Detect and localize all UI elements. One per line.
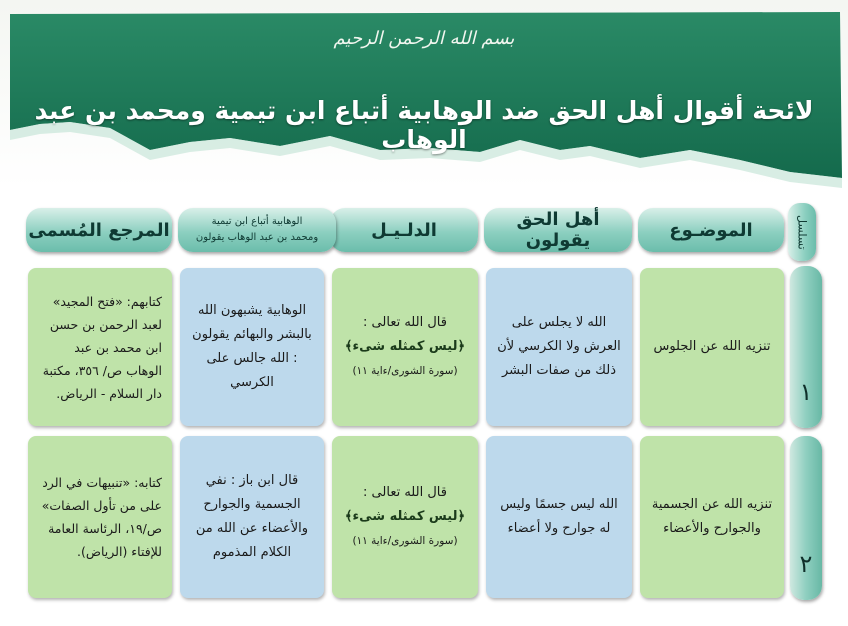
row1-evidence-intro: قال الله تعالى : [363, 315, 447, 330]
header-ahl-alhaq: أهل الحق يقولون [484, 208, 632, 252]
row-number: ١ [799, 378, 813, 406]
header-evidence: الدلـيـل [330, 208, 478, 252]
row2-ahl-alhaq: الله ليس جسمًا وليس له جوارح ولا أعضاء [500, 497, 618, 536]
page-title: لائحة أقوال أهل الحق ضد الوهابية أتباع ابن تيمية ومحمد بن عبد الوهاب [34, 96, 814, 154]
row2-ahl-alhaq-cell [486, 436, 632, 598]
row2-evidence-verse: ﴿ليس كمثله شىء﴾ [344, 509, 466, 524]
header-wahhabis-line1: الوهابية أتباع ابن تيمية [211, 216, 303, 227]
header-wahhabis-line2: ومحمد بن عبد الوهاب يقولون [195, 232, 319, 243]
header-sequence: تسلسل [788, 203, 816, 261]
header-reference: المرجع المُسمى [26, 208, 172, 252]
row1-topic: تنزيه الله عن الجلوس [653, 339, 771, 354]
header-wahhabis [178, 208, 336, 252]
row2-evidence-cell [332, 436, 478, 598]
row1-wahhabis-cell [180, 268, 324, 426]
row1-ahl-alhaq-cell [486, 268, 632, 426]
bismillah-calligraphy: بسم الله الرحمن الرحيم [333, 28, 515, 49]
row1-reference: كتابهم: «فتح المجيد» لعبد الرحمن بن حسن ابن محمد بن عبد الوهاب ص/ ٣٥٦، مكتبة دار السلام - الرياض. [42, 293, 162, 401]
row2-reference-cell [28, 436, 172, 598]
row-number-pill [790, 436, 822, 600]
row1-evidence-cell [332, 268, 478, 426]
row2-reference: كتابه: «تنبيهات في الرد على من تأول الصفات» ص/١٩، الرئاسة العامة للإفتاء (الرياض). [41, 475, 162, 559]
row2-topic: تنزيه الله عن الجسمية والجوارح والأعضاء [651, 497, 773, 536]
row1-evidence-source: (سورة الشورى/ءاية ١١) [352, 365, 458, 377]
row1-evidence-verse: ﴿ليس كمثله شىء﴾ [344, 339, 466, 354]
row2-wahhabis: قال ابن باز : نفي الجسمية والجوارح والأعضاء عن الله من الكلام المذموم [195, 473, 309, 560]
row1-ahl-alhaq: الله لا يجلس على العرش ولا الكرسي لأن ذلك من صفات البشر [497, 315, 621, 378]
row2-evidence-source: (سورة الشورى/ءاية ١١) [352, 535, 458, 547]
row-number: ٢ [799, 550, 813, 578]
row2-evidence-intro: قال الله تعالى : [363, 485, 447, 500]
row-number-pill [790, 266, 822, 428]
row1-topic-cell [640, 268, 784, 426]
row1-wahhabis: الوهابية يشبهون الله بالبشر والبهائم يقولون : الله جالس على الكرسي [192, 303, 312, 390]
row1-reference-cell [28, 268, 172, 426]
row2-wahhabis-cell [180, 436, 324, 598]
header-topic: الموضـوع [638, 208, 784, 252]
row2-topic-cell [640, 436, 784, 598]
